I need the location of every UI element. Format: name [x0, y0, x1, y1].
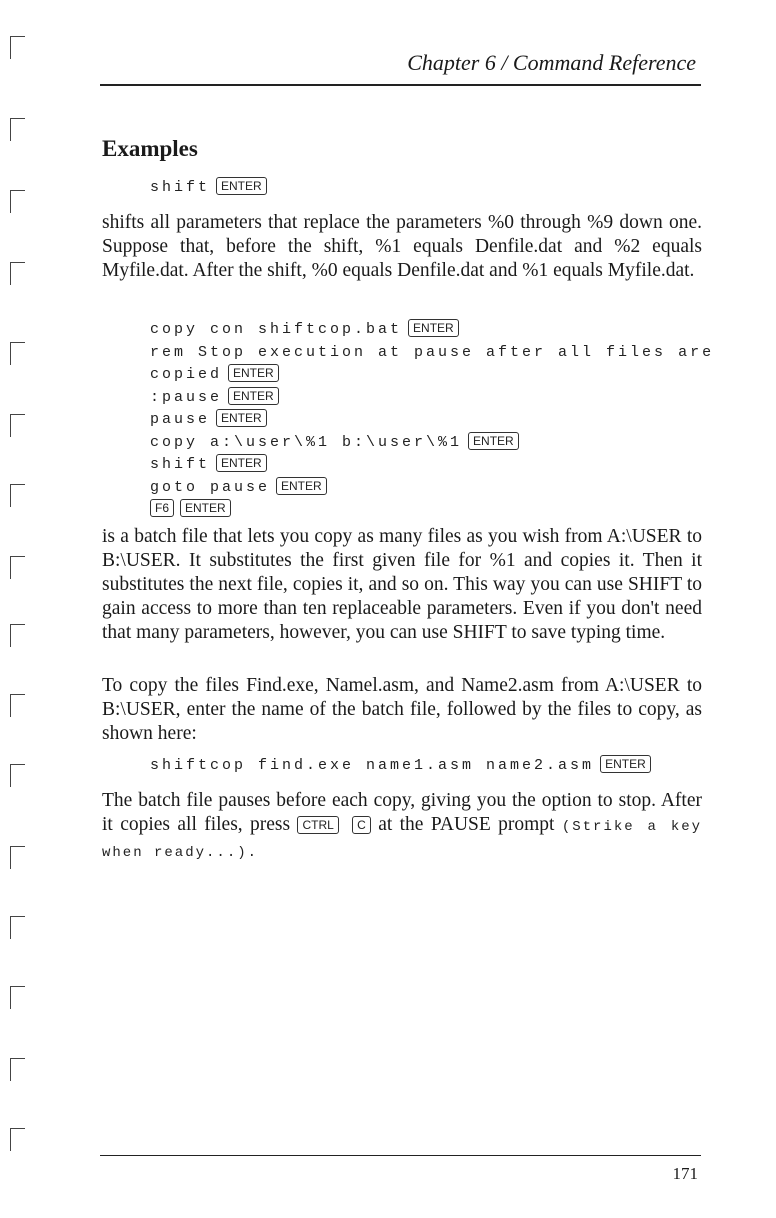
section-title: Examples: [102, 136, 198, 161]
enter-key: ENTER: [216, 409, 267, 427]
paragraph-batch-explanation: is a batch file that lets you copy as many files as you wish from A:\USER to B:\USER. It substitutes the first given file for %1 and copies it. Then it substitutes the next file, copies it, and so on. This way you can use SHIFT to gain access to more than ten replaceable parameters. Even if you don't need that many parameters, however, you can use SHIFT to save typing time.: [102, 526, 702, 643]
paragraph-shift-description: shifts all parameters that replace the parameters %0 through %9 down one. Suppose that, before the shift, %1 equals Denfile.dat and %2 equals Myfile.dat. After the shift, %0 equals Denfile.dat and %1 equals Myfile.dat.: [102, 212, 702, 281]
batch-line: [150, 363, 714, 386]
binding-mark: [10, 694, 25, 717]
ctrl-key: CTRL: [297, 816, 338, 834]
binding-mark: [10, 846, 25, 869]
enter-key: ENTER: [228, 364, 279, 382]
batch-line: [150, 476, 714, 499]
enter-key: ENTER: [408, 319, 459, 337]
code-text: rem Stop execution at pause after all files are: [150, 343, 715, 361]
batch-line: [150, 408, 714, 431]
code-text: :pause: [150, 388, 223, 406]
code-text: copied: [150, 366, 223, 383]
enter-key: ENTER: [180, 499, 231, 517]
binding-mark: [10, 262, 25, 285]
pause-prompt: (Strike a key when ready...).: [102, 819, 703, 861]
example-shiftcop: [150, 754, 651, 777]
binding-mark: [10, 414, 25, 437]
code-text: shiftcop find.exe name1.asm name2.asm: [150, 757, 595, 774]
enter-key: ENTER: [600, 755, 651, 773]
binding-mark: [10, 916, 25, 939]
code-text: copy con shiftcop.bat: [150, 321, 403, 338]
code-text: copy a:\user\%1 b:\user\%1: [150, 433, 463, 451]
binding-mark: [10, 1128, 25, 1151]
enter-key: ENTER: [228, 387, 279, 405]
batch-line: [150, 453, 714, 476]
pause-text-after: at the PAUSE prompt: [378, 814, 555, 835]
header-rule: [100, 84, 701, 86]
code-text: pause: [150, 411, 211, 428]
code-text: shift: [150, 456, 211, 473]
binding-mark: [10, 484, 25, 507]
binding-mark: [10, 36, 25, 59]
batch-line: [150, 318, 714, 341]
chapter-header: Chapter 6 / Command Reference: [407, 50, 696, 75]
c-key: C: [352, 816, 371, 834]
batch-file-listing: [150, 318, 714, 521]
enter-key: ENTER: [216, 177, 267, 195]
example-shift: [150, 176, 267, 199]
paragraph-pause-info: [102, 789, 702, 865]
f6-key: F6: [150, 499, 174, 517]
binding-mark: [10, 986, 25, 1009]
binding-mark: [10, 118, 25, 141]
binding-mark: [10, 1058, 25, 1081]
pause-text-before: The batch file pauses before each copy, giving you the option to stop. After it copies all files, press: [102, 790, 702, 835]
enter-key: ENTER: [276, 477, 327, 495]
binding-mark: [10, 764, 25, 787]
binding-marks: [0, 0, 40, 1218]
batch-line: [150, 431, 714, 454]
batch-line: [150, 386, 714, 409]
enter-key: ENTER: [216, 454, 267, 472]
footer-rule: [100, 1155, 701, 1156]
binding-mark: [10, 190, 25, 213]
enter-key: ENTER: [468, 432, 519, 450]
binding-mark: [10, 556, 25, 579]
code-text: goto pause: [150, 478, 271, 496]
binding-mark: [10, 342, 25, 365]
page-number: 171: [672, 1164, 698, 1183]
paragraph-copy-instructions: To copy the files Find.exe, Namel.asm, and Name2.asm from A:\USER to B:\USER, enter the name of the batch file, followed by the files to copy, as shown here:: [102, 675, 702, 744]
code-text: shift: [150, 179, 211, 196]
batch-line: [150, 341, 714, 364]
binding-mark: [10, 624, 25, 647]
batch-line: [150, 498, 714, 521]
